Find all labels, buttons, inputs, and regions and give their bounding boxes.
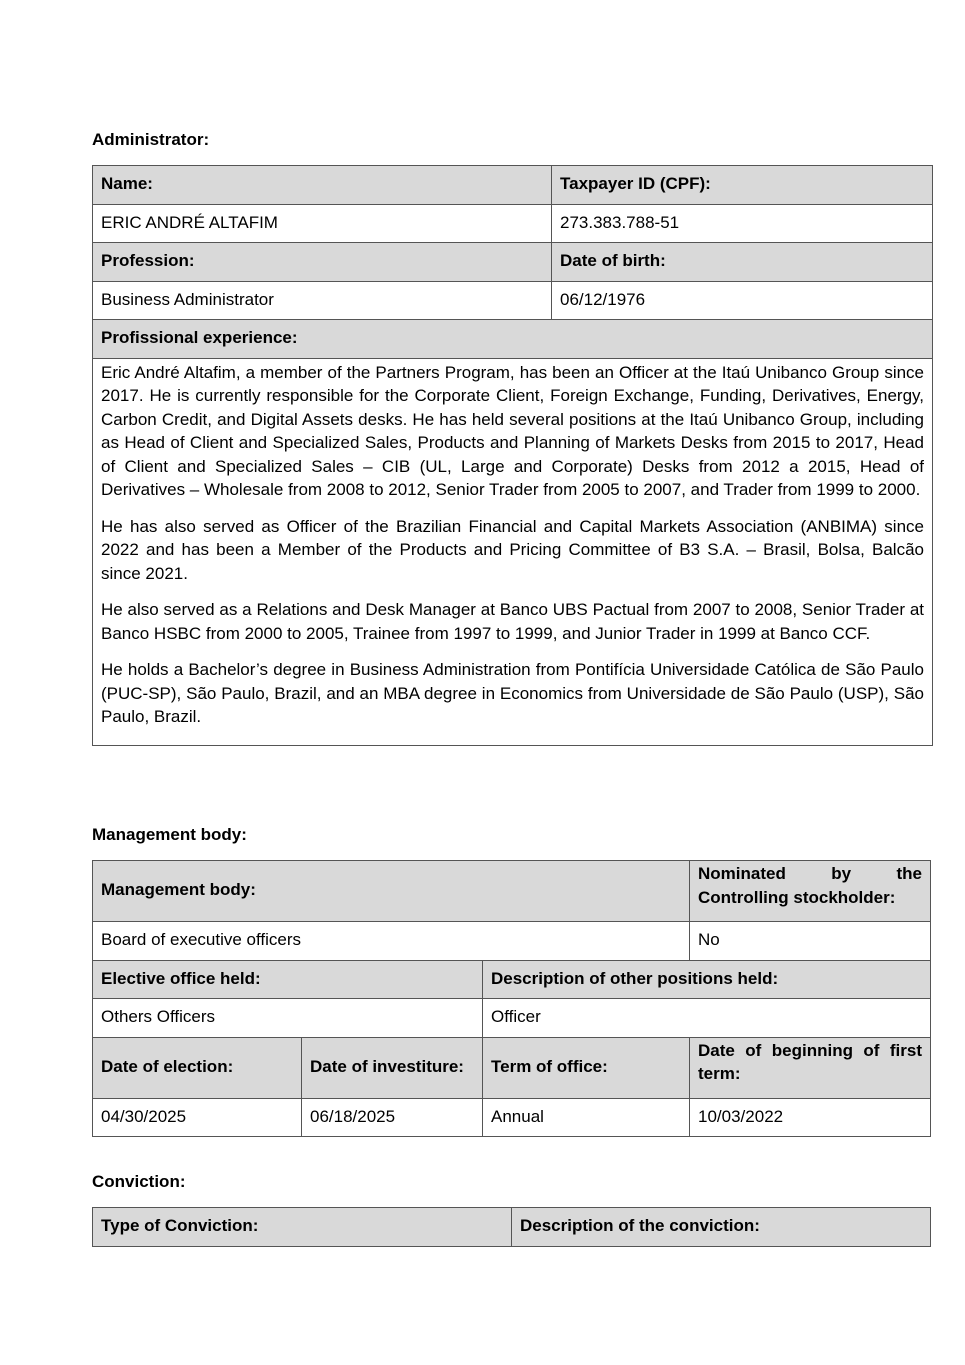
investiture-date-label: Date of investiture: bbox=[302, 1037, 483, 1098]
conviction-heading: Conviction: bbox=[92, 1172, 186, 1191]
investiture-date-value: 06/18/2025 bbox=[302, 1098, 483, 1137]
term-value: Annual bbox=[483, 1098, 690, 1137]
experience-label: Profissional experience: bbox=[93, 320, 933, 359]
experience-paragraph: Eric André Altafim, a member of the Partners Program, has been an Officer at the Itaú Unibanco Group since 2017. He is currently responsible for the Corporate Client, Foreign Exchange, Funding, Derivatives, Energy, Carbon Credit, and Digital Assets desks. He has held several positions at the Itaú Unibanco Group, including as Head of Client and Specialized Sales, Products and Planning of Markets Desks from 2015 to 2017, Head of Client and Specialized Sales – CIB (UL, Large and Corporate) Desks from 2012 a 2015, Head of Derivatives – Wholesale from 2008 to 2012, Senior Trader from 2005 to 2007, and Trader from 1999 to 2000. bbox=[101, 362, 924, 499]
administrator-heading: Administrator: bbox=[92, 130, 210, 149]
experience-paragraph: He also served as a Relations and Desk Manager at Banco UBS Pactual from 2007 to 2008, Senior Trader at Banco HSBC from 2000 to 2005, Trainee from 1997 to 1999, and Junior Trader in 1999 at Banco CCF. bbox=[101, 600, 924, 643]
nominated-label: Nominated by the Controlling stockholder: bbox=[690, 861, 931, 922]
name-value: ERIC ANDRÉ ALTAFIM bbox=[93, 204, 552, 243]
dob-label: Date of birth: bbox=[552, 243, 933, 282]
experience-paragraph: He has also served as Officer of the Brazilian Financial and Capital Markets Association (ANBIMA) since 2022 and has been a Member of the Products and Pricing Committee of B3 S.A. – Brasil, Bolsa, Balcão since 2021. bbox=[101, 516, 924, 583]
other-positions-value: Officer bbox=[483, 999, 931, 1038]
elective-office-value: Others Officers bbox=[93, 999, 483, 1038]
management-body-label: Management body: bbox=[93, 861, 690, 922]
first-term-value: 10/03/2022 bbox=[690, 1098, 931, 1137]
dob-value: 06/12/1976 bbox=[552, 281, 933, 320]
cpf-value: 273.383.788-51 bbox=[552, 204, 933, 243]
nominated-value: No bbox=[690, 922, 931, 961]
management-body-value: Board of executive officers bbox=[93, 922, 690, 961]
cpf-label: Taxpayer ID (CPF): bbox=[552, 166, 933, 205]
profession-value: Business Administrator bbox=[93, 281, 552, 320]
profession-label: Profession: bbox=[93, 243, 552, 282]
experience-paragraph: He holds a Bachelor’s degree in Business Administration from Pontifícia Universidade Católica de São Paulo (PUC-SP), São Paulo, Brazil, and an MBA degree in Economics from Universidade de São Paulo (USP), São Paulo, Brazil. bbox=[101, 660, 924, 726]
other-positions-label: Description of other positions held: bbox=[483, 960, 931, 999]
name-label: Name: bbox=[93, 166, 552, 205]
election-date-value: 04/30/2025 bbox=[93, 1098, 302, 1137]
administrator-table bbox=[92, 165, 933, 746]
experience-text bbox=[93, 358, 933, 745]
term-label: Term of office: bbox=[483, 1037, 690, 1098]
first-term-label: Date of beginning of first term: bbox=[690, 1037, 931, 1098]
conviction-table bbox=[92, 1207, 931, 1247]
election-date-label: Date of election: bbox=[93, 1037, 302, 1098]
conviction-description-label: Description of the conviction: bbox=[512, 1208, 931, 1247]
conviction-type-label: Type of Conviction: bbox=[93, 1208, 512, 1247]
management-heading: Management body: bbox=[92, 825, 247, 844]
management-table bbox=[92, 860, 931, 1137]
elective-office-label: Elective office held: bbox=[93, 960, 483, 999]
